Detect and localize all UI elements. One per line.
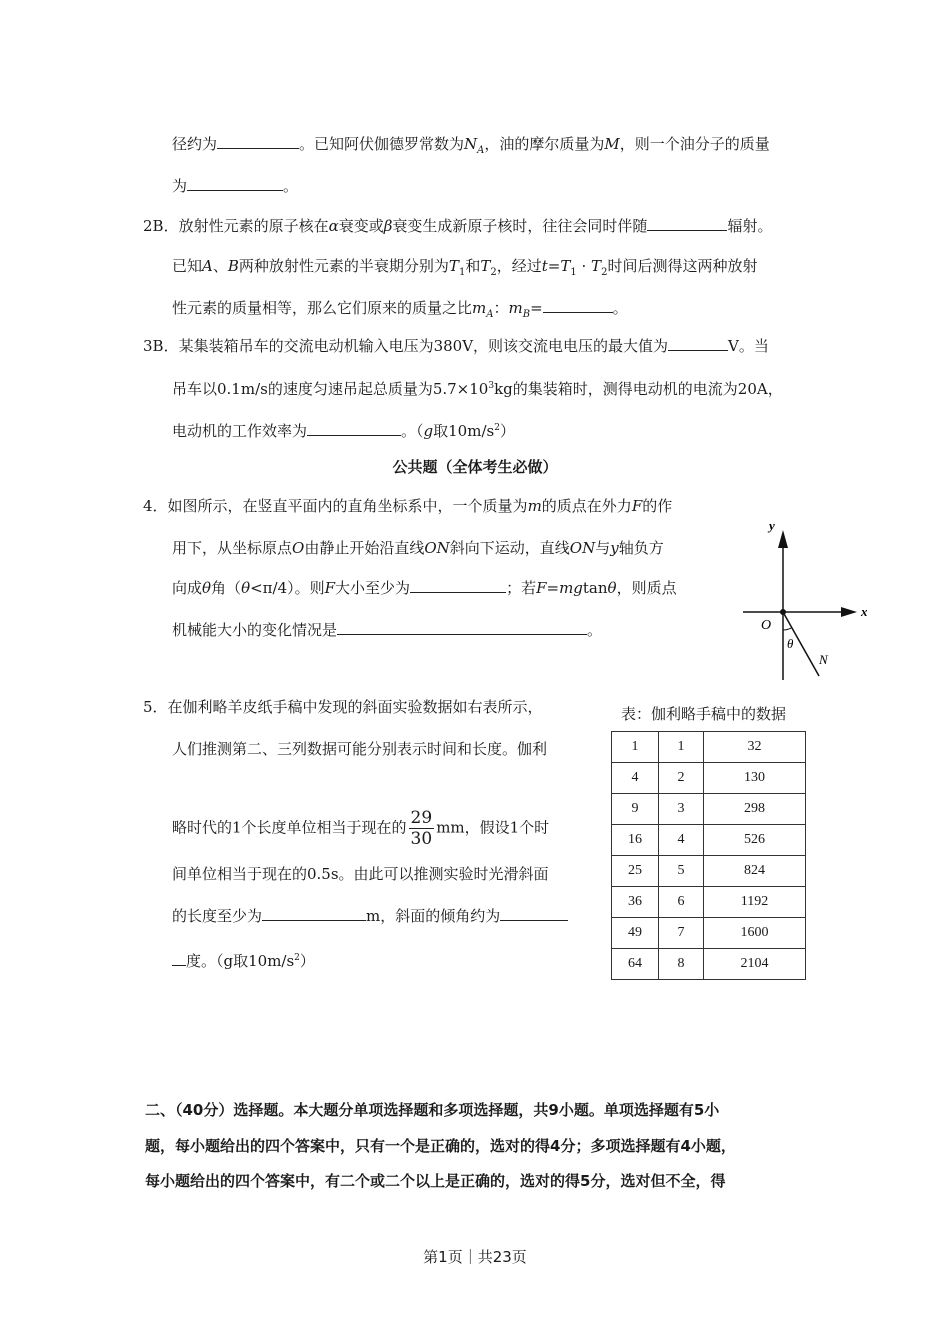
subscript: 2: [601, 267, 608, 278]
text: 、: [212, 257, 228, 275]
table-cell: 4: [659, 825, 704, 856]
q5-line-1: [143, 697, 543, 717]
symbol-alpha: α: [328, 217, 339, 235]
text: m，斜面的倾角约为: [366, 907, 501, 925]
text: mm，假设1个时: [436, 818, 550, 837]
text: 向成: [172, 579, 203, 597]
table-cell: 1600: [704, 918, 806, 949]
q1-line-2: [172, 176, 298, 196]
table-cell: 4: [612, 763, 659, 794]
subscript: B: [522, 309, 531, 320]
symbol-mg: mg: [559, 579, 583, 597]
symbol-o: O: [292, 539, 305, 557]
table-cell: 5: [659, 856, 704, 887]
text: 和: [465, 257, 481, 275]
superscript: 2: [294, 953, 300, 963]
text: 径约为: [172, 135, 218, 153]
text: 某集装箱吊车的交流电动机输入电压为380V，则该交流电电压的最大值为: [178, 337, 669, 355]
symbol-t: T: [560, 257, 571, 275]
subscript: A: [477, 145, 485, 156]
symbol-theta: θ: [241, 579, 251, 597]
text: 度。（g取10m/s: [186, 952, 295, 970]
symbol-t-lower: t: [541, 257, 548, 275]
answer-blank[interactable]: [543, 298, 613, 313]
text: 与: [595, 539, 611, 557]
page-footer: 第1页｜共23页: [423, 1248, 527, 1266]
table-row: [612, 949, 806, 980]
table-cell: 130: [704, 763, 806, 794]
answer-blank[interactable]: [500, 906, 568, 921]
fraction-denominator: 30: [410, 829, 433, 849]
symbol-a: A: [202, 257, 213, 275]
symbol-t: T: [591, 257, 602, 275]
text: V。当: [728, 337, 769, 355]
text: 如图所示，在竖直平面内的直角坐标系中，一个质量为: [167, 497, 528, 515]
galileo-data-table: [611, 731, 806, 980]
answer-blank[interactable]: [337, 620, 587, 635]
text: <π/4）。则: [250, 579, 325, 597]
text: 斜向下运动，直线: [449, 539, 570, 557]
subscript: A: [486, 309, 494, 320]
text: 衰变生成新原子核时，往往会同时伴随: [392, 217, 648, 235]
table-cell: 824: [704, 856, 806, 887]
q2b-line-1: [143, 216, 772, 236]
symbol-m: m: [527, 497, 542, 515]
table-cell: 49: [612, 918, 659, 949]
text: 用下，从坐标原点: [172, 539, 293, 557]
table-row: [612, 825, 806, 856]
answer-blank[interactable]: [668, 336, 728, 351]
symbol-n: N: [464, 135, 478, 153]
table-cell: 3: [659, 794, 704, 825]
table-cell: 2: [659, 763, 704, 794]
symbol-y: y: [610, 539, 619, 557]
table-row: [612, 918, 806, 949]
symbol-m: m: [472, 299, 487, 317]
text: 。: [283, 177, 299, 195]
q5-line-4: [172, 864, 549, 884]
text: ，经过: [496, 257, 542, 275]
text: ·: [576, 257, 592, 275]
symbol-theta: θ: [202, 579, 212, 597]
text: ；若: [506, 579, 537, 597]
table-cell: 25: [612, 856, 659, 887]
symbol-f: F: [631, 497, 643, 515]
subscript: 1: [570, 267, 577, 278]
question-number: 3B．: [143, 337, 179, 355]
text: ，油的摩尔质量为: [484, 135, 605, 153]
text: 为: [172, 177, 188, 195]
coordinate-diagram: [735, 512, 870, 682]
q3b-line-3: [172, 418, 515, 441]
table-cell: 526: [704, 825, 806, 856]
q5-line-2: [172, 739, 547, 759]
text: 人们推测第二、三列数据可能分别表示时间和长度。伽利: [172, 740, 548, 758]
superscript: 2: [494, 423, 500, 433]
y-axis-label: y: [769, 518, 775, 533]
table-cell: 1: [659, 732, 704, 763]
text: 性元素的质量相等，那么它们原来的质量之比: [172, 299, 473, 317]
question-number: 2B．: [143, 217, 179, 235]
text: 的长度至少为: [172, 907, 263, 925]
table-caption: 表：伽利略手稿中的数据: [621, 705, 787, 723]
question-number: 5．: [143, 698, 168, 716]
text: 电动机的工作效率为: [172, 422, 308, 440]
table-cell: 1: [612, 732, 659, 763]
answer-blank[interactable]: [262, 906, 366, 921]
q5-line-5: [172, 906, 568, 926]
table-cell: 36: [612, 887, 659, 918]
text: ，则质点: [616, 579, 677, 597]
q2b-line-2: [172, 256, 757, 283]
text: 在伽利略羊皮纸手稿中发现的斜面实验数据如右表所示，: [167, 698, 543, 716]
table-cell: 64: [612, 949, 659, 980]
q4-line-3: [172, 578, 677, 598]
answer-blank[interactable]: [172, 951, 186, 966]
q3b-line-2: [172, 376, 783, 399]
table-cell: 16: [612, 825, 659, 856]
text: 两种放射性元素的半衰期分别为: [238, 257, 449, 275]
text: 时间后测得这两种放射: [607, 257, 758, 275]
text: 的质点在外力: [541, 497, 632, 515]
q5-line-6: [172, 948, 315, 971]
q4-line-4: [172, 620, 602, 640]
text: 由静止开始沿直线: [304, 539, 425, 557]
text: 已知: [172, 257, 203, 275]
symbol-m: m: [508, 299, 523, 317]
q5-line-3: [172, 808, 549, 849]
question-number: 4．: [143, 497, 168, 515]
table-cell: 7: [659, 918, 704, 949]
text: 的作: [642, 497, 673, 515]
text: 辐射。: [727, 217, 773, 235]
subscript: 2: [490, 267, 497, 278]
text: tan: [582, 579, 608, 597]
answer-blank[interactable]: [307, 421, 401, 436]
text: 衰变或: [338, 217, 384, 235]
text: 。已知阿伏伽德罗常数为: [299, 135, 465, 153]
section2-line-3: 每小题给出的四个答案中，有二个或二个以上是正确的，选对的得5分，选对但不全，得: [145, 1172, 726, 1190]
symbol-t: T: [480, 257, 491, 275]
answer-blank[interactable]: [217, 134, 299, 149]
text: 吊车以0.1m/s的速度匀速吊起总质量为5.7×10: [172, 380, 489, 398]
table-row: [612, 887, 806, 918]
symbol-f: F: [536, 579, 547, 597]
symbol-b: B: [227, 257, 239, 275]
section2-line-2: 题，每小题给出的四个答案中，只有一个是正确的，选对的得4分；多项选择题有4小题，: [145, 1137, 736, 1155]
answer-blank[interactable]: [187, 176, 283, 191]
answer-blank[interactable]: [647, 216, 727, 231]
q4-line-1: [143, 496, 672, 516]
symbol-on: ON: [569, 539, 596, 557]
text: 角（: [211, 579, 242, 597]
table-cell: 9: [612, 794, 659, 825]
symbol-f: F: [324, 579, 336, 597]
origin-label: O: [761, 618, 772, 633]
table-row: [612, 732, 806, 763]
table-cell: 298: [704, 794, 806, 825]
table-row: [612, 763, 806, 794]
text: 略时代的1个长度单位相当于现在的: [172, 818, 407, 837]
symbol-g: g: [423, 422, 434, 440]
x-axis-arrow: [841, 607, 857, 617]
fraction: [409, 808, 435, 849]
text: 间单位相当于现在的0.5s。由此可以推测实验时光滑斜面: [172, 865, 549, 883]
text: ）: [499, 422, 515, 440]
theta-label: θ: [787, 636, 794, 651]
text: =: [547, 257, 561, 275]
n-label: N: [819, 652, 828, 667]
table-cell: 6: [659, 887, 704, 918]
text: 轴负方: [618, 539, 664, 557]
text: 取10m/s: [433, 422, 495, 440]
theta-arc: [783, 628, 792, 630]
symbol-beta: β: [383, 217, 393, 235]
table-cell: 32: [704, 732, 806, 763]
section-heading-public: 公共题（全体考生必做）: [392, 458, 558, 476]
text: 大小至少为: [335, 579, 411, 597]
text: 机械能大小的变化情况是: [172, 621, 338, 639]
text: 。: [587, 621, 603, 639]
q3b-line-1: [143, 336, 769, 356]
text: 。: [612, 299, 628, 317]
table-row: [612, 856, 806, 887]
table-cell: 8: [659, 949, 704, 980]
symbol-on: ON: [424, 539, 450, 557]
text: 。（: [401, 422, 424, 440]
text: ）: [299, 952, 315, 970]
q2b-line-3: [172, 298, 628, 325]
superscript: 3: [488, 381, 495, 391]
text: 放射性元素的原子核在: [178, 217, 329, 235]
fraction-numerator: 29: [410, 808, 433, 828]
q1-line-1: [172, 134, 770, 161]
text: =: [530, 299, 543, 317]
text: ，则一个油分子的质量: [619, 135, 770, 153]
answer-blank[interactable]: [410, 578, 506, 593]
symbol-theta: θ: [607, 579, 617, 597]
table-cell: 2104: [704, 949, 806, 980]
y-axis-arrow: [778, 530, 788, 548]
x-axis-label: x: [861, 604, 868, 619]
text: ：: [493, 299, 509, 317]
subscript: 1: [458, 267, 466, 278]
symbol-m: M: [604, 135, 620, 153]
symbol-t: T: [448, 257, 459, 275]
q4-line-2: [172, 538, 664, 558]
text: kg的集装箱时，测得电动机的电流为20A，: [494, 380, 783, 398]
table-cell: 1192: [704, 887, 806, 918]
section2-line-1: 二、（40分）选择题。本大题分单项选择题和多项选择题，共9小题。单项选择题有5小: [145, 1101, 720, 1119]
text: =: [546, 579, 560, 597]
table-row: [612, 794, 806, 825]
